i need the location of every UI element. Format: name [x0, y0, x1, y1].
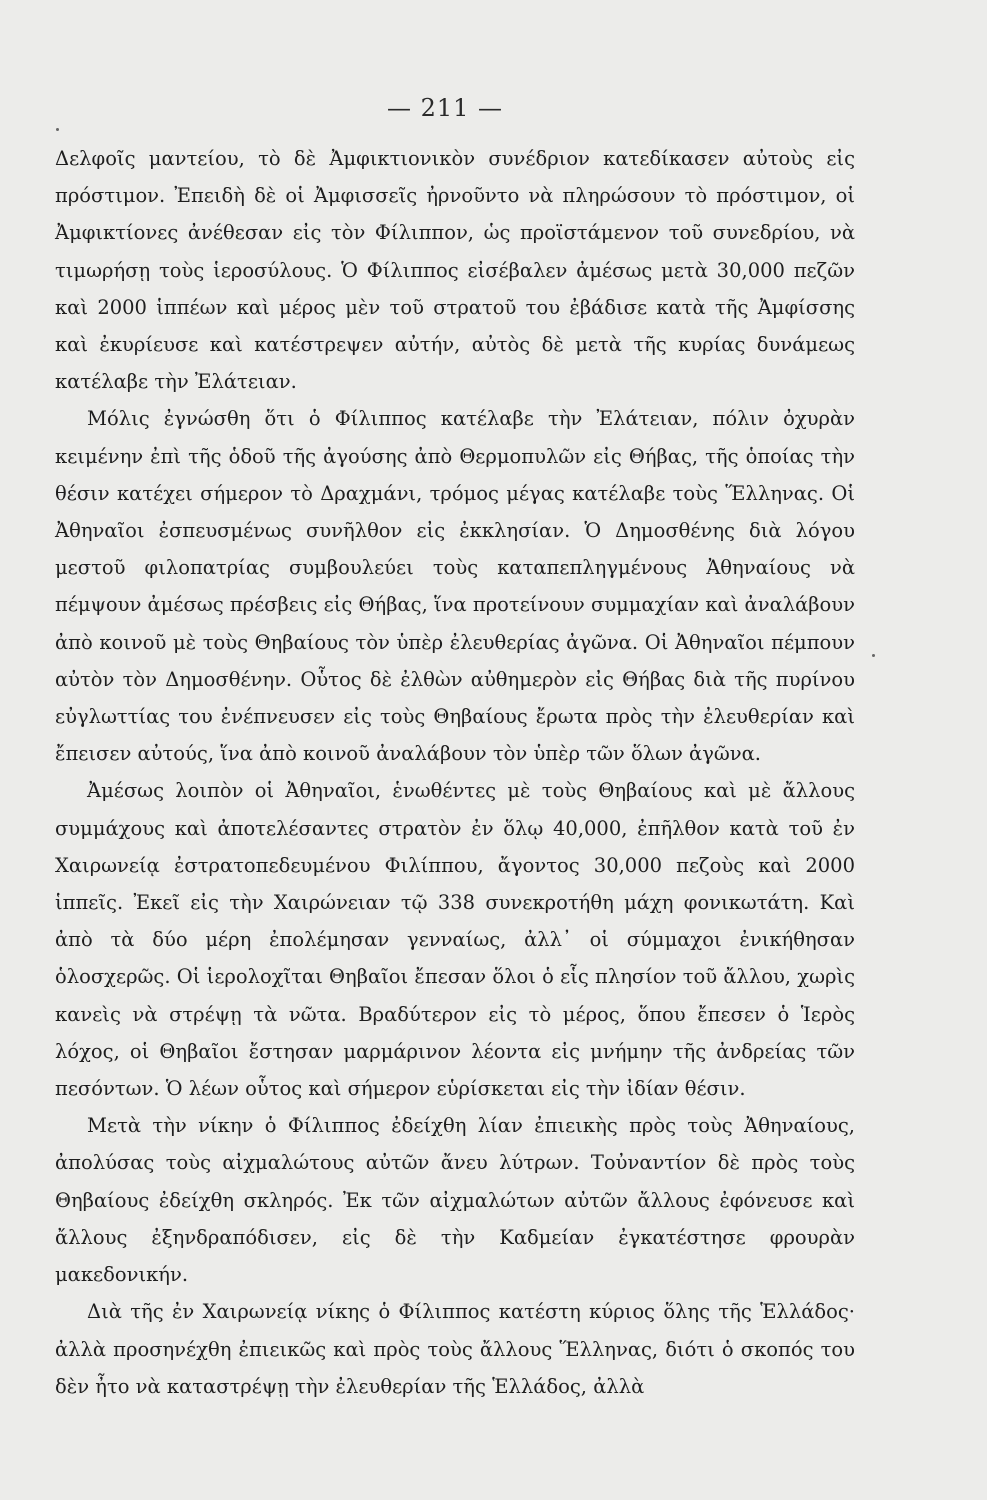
paragraph-4: Μετὰ τὴν νίκην ὁ Φίλιππος ἐδείχθη λίαν ἐπιεικὴς πρὸς τοὺς Ἀθηναίους, ἀπολύσας τοὺς αἰχμαλώτους αὐτῶν ἄνευ λύτρων. Τοὐναντίον δὲ πρὸς τοὺς Θηβαίους ἐδείχθη σκληρός. Ἐκ τῶν αἰχμαλώτων αὐτῶν ἄλλους ἐφόνευσε καὶ ἄλλους ἐξηνδραπόδισεν, εἰς δὲ τὴν Καδμείαν ἐγκατέστησε φρουρὰν μακεδονικήν. [55, 1114, 855, 1287]
margin-speck-2 [872, 654, 875, 657]
body-text [55, 140, 855, 1405]
margin-speck [56, 128, 59, 131]
paragraph-3: Ἀμέσως λοιπὸν οἱ Ἀθηναῖοι, ἑνωθέντες μὲ τοὺς Θηβαίους καὶ μὲ ἄλλους συμμάχους καὶ ἀποτελέσαντες στρατὸν ἐν ὅλῳ 40,000, ἐπῆλθον κατὰ τοῦ ἐν Χαιρωνείᾳ ἐστρατοπεδευμένου Φιλίππου, ἄγοντος 30,000 πεζοὺς καὶ 2000 ἱππεῖς. Ἐκεῖ εἰς τὴν Χαιρώνειαν τῷ 338 συνεκροτήθη μάχη φονικωτάτη. Καὶ ἀπὸ τὰ δύο μέρη ἐπολέμησαν γενναίως, ἀλλ᾽ οἱ σύμμαχοι ἐνικήθησαν ὁλοσχερῶς. Οἱ ἱερολοχῖται Θηβαῖοι ἔπεσαν ὅλοι ὁ εἷς πλησίον τοῦ ἄλλου, χωρὶς κανεὶς νὰ στρέψῃ τὰ νῶτα. Βραδύτερον εἰς τὸ μέρος, ὅπου ἔπεσεν ὁ Ἱερὸς λόχος, οἱ Θηβαῖοι ἔστησαν μαρμάρινον λέοντα εἰς μνήμην τῆς ἀνδρείας τῶν πεσόντων. Ὁ λέων οὗτος καὶ σήμερον εὑρίσκεται εἰς τὴν ἰδίαν θέσιν. [55, 779, 855, 1101]
paragraph-2: Μόλις ἐγνώσθη ὅτι ὁ Φίλιππος κατέλαβε τὴν Ἐλάτειαν, πόλιν ὀχυρὰν κειμένην ἐπὶ τῆς ὁδοῦ τῆς ἀγούσης ἀπὸ Θερμοπυλῶν εἰς Θήβας, τῆς ὁποίας τὴν θέσιν κατέχει σήμερον τὸ Δραχμάνι, τρόμος μέγας κατέλαβε τοὺς Ἕλληνας. Οἱ Ἀθηναῖοι ἐσπευσμένως συνῆλθον εἰς ἐκκλησίαν. Ὁ Δημοσθένης διὰ λόγου μεστοῦ φιλοπατρίας συμβουλεύει τοὺς καταπεπληγμένους Ἀθηναίους νὰ πέμψουν ἀμέσως πρέσβεις εἰς Θήβας, ἵνα προτείνουν συμμαχίαν καὶ ἀναλάβουν ἀπὸ κοινοῦ μὲ τοὺς Θηβαίους τὸν ὑπὲρ ἐλευθερίας ἀγῶνα. Οἱ Ἀθηναῖοι πέμπουν αὐτὸν τὸν Δημοσθένην. Οὗτος δὲ ἐλθὼν αὐθημερὸν εἰς Θήβας διὰ τῆς πυρίνου εὐγλωττίας του ἐνέπνευσεν εἰς τοὺς Θηβαίους ἔρωτα πρὸς τὴν ἐλευθερίαν καὶ ἔπεισεν αὐτούς, ἵνα ἀπὸ κοινοῦ ἀναλάβουν τὸν ὑπὲρ τῶν ὅλων ἀγῶνα. [55, 407, 855, 766]
paragraph-1: Δελφοῖς μαντείου, τὸ δὲ Ἀμφικτιονικὸν συνέδριον κατεδίκασεν αὐτοὺς εἰς πρόστιμον. Ἐπειδὴ δὲ οἱ Ἀμφισσεῖς ἠρνοῦντο νὰ πληρώσουν τὸ πρόστιμον, οἱ Ἀμφικτίονες ἀνέθεσαν εἰς τὸν Φίλιππον, ὡς προϊστάμενον τοῦ συνεδρίου, νὰ τιμωρήσῃ τοὺς ἱεροσύλους. Ὁ Φίλιππος εἰσέβαλεν ἀμέσως μετὰ 30,000 πεζῶν καὶ 2000 ἱππέων καὶ μέρος μὲν τοῦ στρατοῦ του ἐβάδισε κατὰ τῆς Ἀμφίσσης καὶ ἐκυρίευσε καὶ κατέστρεψεν αὐτήν, αὐτὸς δὲ μετὰ τῆς κυρίας δυνάμεως κατέλαβε τὴν Ἐλάτειαν. [55, 147, 855, 394]
paragraph-5: Διὰ τῆς ἐν Χαιρωνείᾳ νίκης ὁ Φίλιππος κατέστη κύριος ὅλης τῆς Ἑλλάδος· ἀλλὰ προσηνέχθη ἐπιεικῶς καὶ πρὸς τοὺς ἄλλους Ἕλληνας, διότι ὁ σκοπός του δὲν ἦτο νὰ καταστρέψῃ τὴν ἐλευθερίαν τῆς Ἑλλάδος, ἀλλὰ [55, 1300, 855, 1398]
page-number: — 211 — [386, 94, 504, 122]
